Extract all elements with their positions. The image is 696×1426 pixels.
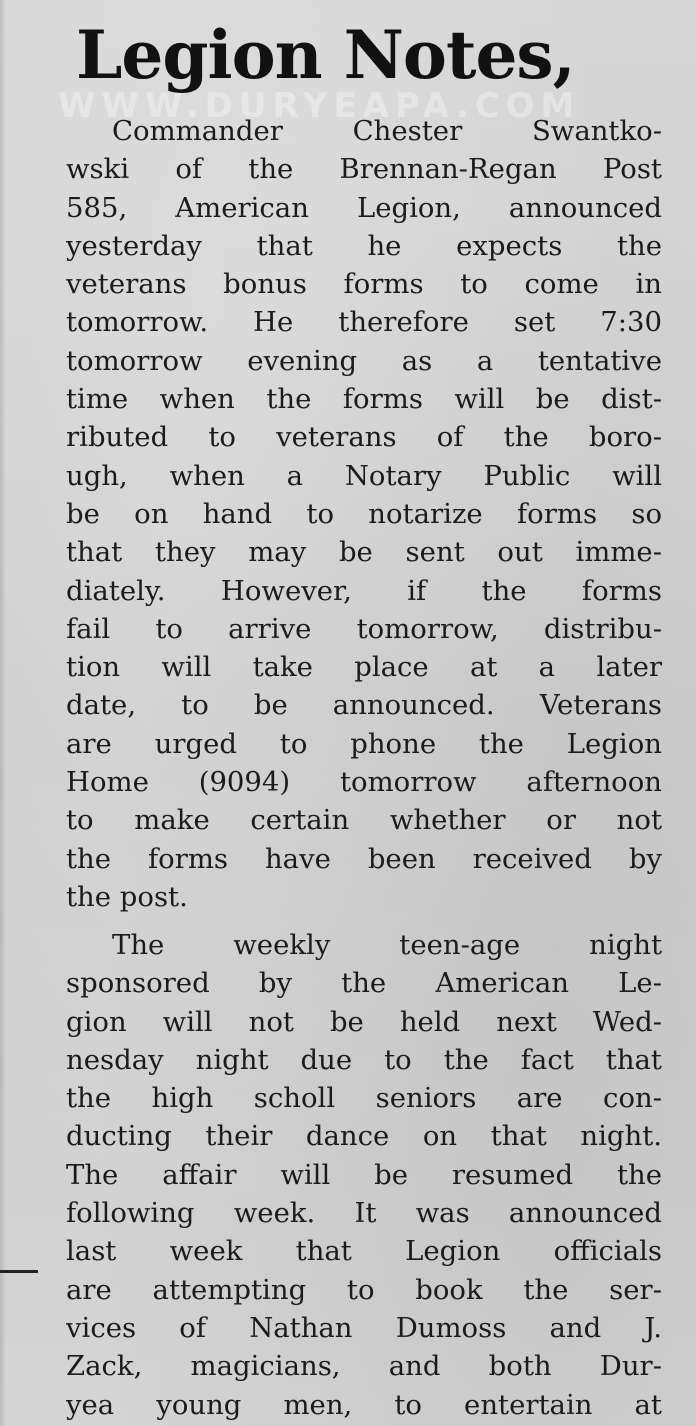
text-line: ducting their dance on that night. [66,1120,662,1153]
text-line: 585, American Legion, announced [66,191,662,224]
column-rule [0,1270,38,1273]
text-line: ugh, when a Notary Public will [66,459,662,492]
text-line: The weekly teen-age night [112,929,662,961]
page-edge-shadow [0,0,6,1426]
text-line: to make certain whether or not [66,804,662,837]
text-line: nesday night due to the fact that [66,1043,662,1076]
text-line: wski of the Brennan-Regan Post [66,153,662,186]
paragraph-teen-age-night [66,926,662,1424]
text-line: tomorrow. He therefore set 7:30 [66,306,662,339]
text-line: the post. [66,880,188,913]
text-line: are urged to phone the Legion [66,727,662,760]
text-line: Zack, magicians, and both Dur- [66,1350,662,1383]
paragraph-bonus-forms [66,112,662,916]
text-line: tomorrow evening as a tentative [66,344,662,377]
text-line: following week. It was announced [66,1197,662,1230]
text-line: yesterday that he expects the [66,229,662,262]
text-line: ributed to veterans of the boro- [66,421,662,454]
headline: Legion Notes, [76,16,575,94]
text-line: Home (9094) tomorrow afternoon [66,766,662,799]
text-line: veterans bonus forms to come in [66,268,662,301]
text-line: be on hand to notarize forms so [66,497,662,530]
text-line: last week that Legion officials [66,1235,662,1268]
text-line: yea young men, to entertain at [66,1388,662,1421]
text-line: the high scholl seniors are con- [66,1082,662,1115]
text-line: tion will take place at a later [66,651,662,684]
text-line: that they may be sent out imme- [66,536,662,569]
text-line: The affair will be resumed the [66,1158,662,1191]
text-line: date, to be announced. Veterans [66,689,662,722]
text-line: the forms have been received by [66,842,662,875]
text-line: Commander Chester Swantko- [112,115,662,147]
text-line: are attempting to book the ser- [66,1273,662,1306]
text-line: fail to arrive tomorrow, distribu- [66,612,662,645]
site-watermark: WWW.DURYEAPA.COM [58,86,581,126]
text-line: gion will not be held next Wed- [66,1005,662,1038]
text-line: vices of Nathan Dumoss and J. [66,1311,662,1344]
text-line: diately. However, if the forms [66,574,662,607]
text-line: sponsored by the American Le- [66,967,662,1000]
text-line: time when the forms will be dist- [66,383,662,416]
